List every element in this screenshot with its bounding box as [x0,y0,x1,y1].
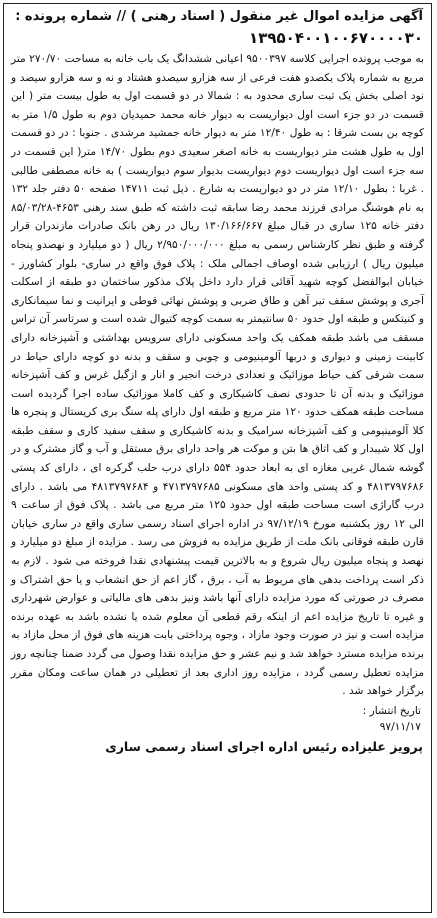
notice-body: به موجب پرونده اجرایی کلاسه ۹۵۰۰۳۹۷ اعیانی ششدانگ یک باب خانه به مساحت ۲۷۰/۷۰ متر مربع به شماره پلاک یکصدو هفت فرعی از سه هزارو سیصدو هشتاد و نه و سه هزارو سیصد و نود اصلی بخش یک ثبت ساری محدود به : شمالا در دو قسمت اول به طول بیست متر ( این قسمت در دو جزء است اول دیواریست به دیوار خانه محمد حمیدیان دوم به طول ۱/۵ متر به کوچه بن بست شرقا : به طول ۱۲/۴۰ متر به دیوار خانه جمشید مرشدی . جنوبا : در دو قسمت اول به طول هشت متر دیواریست به خانه اصغر سعیدی دوم بطول ۱۴/۷۰ متر( این قسمت در سه جزء است اول دیواریست دوم دیواریست بدیوار سوم دیواریست ) به خانه مصطفی طالبی . غربا : بطول ۱۲/۱۰ متر در دو دیواریست به شارع . ذیل ثبت ۱۴۷۱۱ صفحه ۵۰ دفتر جلد ۱۳۲ به نام هوشنگ مرادی فرزند محمد رضا سابقه ثبت داشته که طبق سند رهنی ۴۶۵۳-۸۵/۰۳/۲۸ دفتر خانه ۱۲۵ ساری در قبال مبلغ ۱۳۰/۱۶۶/۶۶۷ ریال در رهن بانک صادرات مازندران قرار گرفته و طبق نظر کارشناس رسمی به مبلغ ۲/۹۵۰/۰۰۰/۰۰۰ ریال ( دو میلیارد و نهصدو پنجاه میلیون ریال ) ارزیابی شده اوصاف اجمالی ملک : پلاک فوق واقع در ساری- بلوار کشاورز - خیابان ابوالفضل کوچه شهید آقائی قرار دارد داخل پلاک مذکور ساختمان دو طبقه از اسکلت آجری و پوشش سقف تیر آهن و طاق ضربی و پوشش نهائی قوطی و ایرانیت و نما سیمانکاری و کنیتکس و طبقه اول حدود ۵۰ سانتیمتر به سمت کوچه کتیوال شده است و سرتاسر آن تراس مسقف می باشد طبقه همکف یک واحد مسکونی دارای سرویس بهداشتی و آشپزخانه دارای کابینت زمینی و دیواری و دربها آلومینیومی و چوبی و سقف و بدنه دو کوچه دارای حیاط در سمت شرقی کف حیاط موزائیک و تعدادی درخت انجیر و انار و ازگیل غرس و کف آشپزخانه موزائیک و بدنه آن تا حدودی نصف کاشیکاری و کف کاملا موزائیک ساده اجرا گردیده است مساحت طبقه همکف حدود ۱۲۰ متر مربع و طبقه اول دارای پله سنگ بری کریستال و پنجره ها کلا آلومینیومی و کف آشپزخانه سرامیک و بدنه کاشیکاری و سقف سفید کاری و سقف طبقه اول کلا شیبدار و کف اتاق ها بتن و موکت هر واحد دارای برق مستقل و آب و گاز مشترک و در گوشه شمال غربی مغازه ای به ابعاد حدود ۵۵۴ دارای درب حلب گرکره ای ، دارای کد پستی ۴۸۱۳۷۹۷۶۸۶ و کد پستی واحد های مسکونی ۴۷۱۳۷۹۷۶۸۵ و ۴۸۱۳۷۹۷۶۸۴ می باشد . دارای درب گاراژی است مساحت طبقه اول حدود ۱۲۵ متر مربع می باشد . پلاک فوق از ساعت ۹ الی ۱۲ روز یکشنبه مورخ ۹۷/۱۲/۱۹ در اداره اجرای اسناد رسمی ساری واقع در ساری خیابان قارن طبقه فوقانی بانک ملت از طریق مزایده به فروش می رسد . مزایده از مبلغ دو میلیارد و نهصد و پنجاه میلیون ریال شروع و به بالاترین قیمت پیشنهادی نقدا فروخته می شود . لازم به ذکر است پرداخت بدهی های مربوط به آب ، برق ، گاز اعم از حق انشعاب و یا حق اشتراک و مصرف در صورتی که مورد مزایده دارای آنها باشد ونیز بدهی های مالیاتی و عوارض شهرداری و غیره تا تاریخ مزایده اعم از اینکه رقم قطعی آن معلوم شده یا نشده باشد به عهده برنده مزایده است و نیز در صورت وجود مازاد ، وجوه پرداختی بابت هزینه های فوق از محل مازاد به برنده مزایده مسترد خواهد شد و نیم عشر و حق مزایده نقدا وصول می گردد ضمنا چنانچه روز مزایده تعطیل رسمی گردد ، مزایده روز اداری بعد از تعطیلی در همان ساعت ومکان مقرر برگزار خواهد شد . [11,53,425,698]
file-number: ۱۳۹۵۰۴۰۰۱۰۰۶۷۰۰۰۰۳۰ [249,29,423,47]
publication-date-value: ۹۷/۱۱/۱۷ [379,720,421,733]
auction-notice [3,3,432,913]
publication-date-label: تاریخ انتشار : [362,704,421,717]
publication-date [4,701,431,735]
signature: پرویز علیزاده رئیس اداره اجرای اسناد رسمی ساری [105,738,423,754]
notice-title: آگهی مزایده اموال غیر منقول ( اسناد رهنی ) // شماره پرونده : [15,9,423,24]
